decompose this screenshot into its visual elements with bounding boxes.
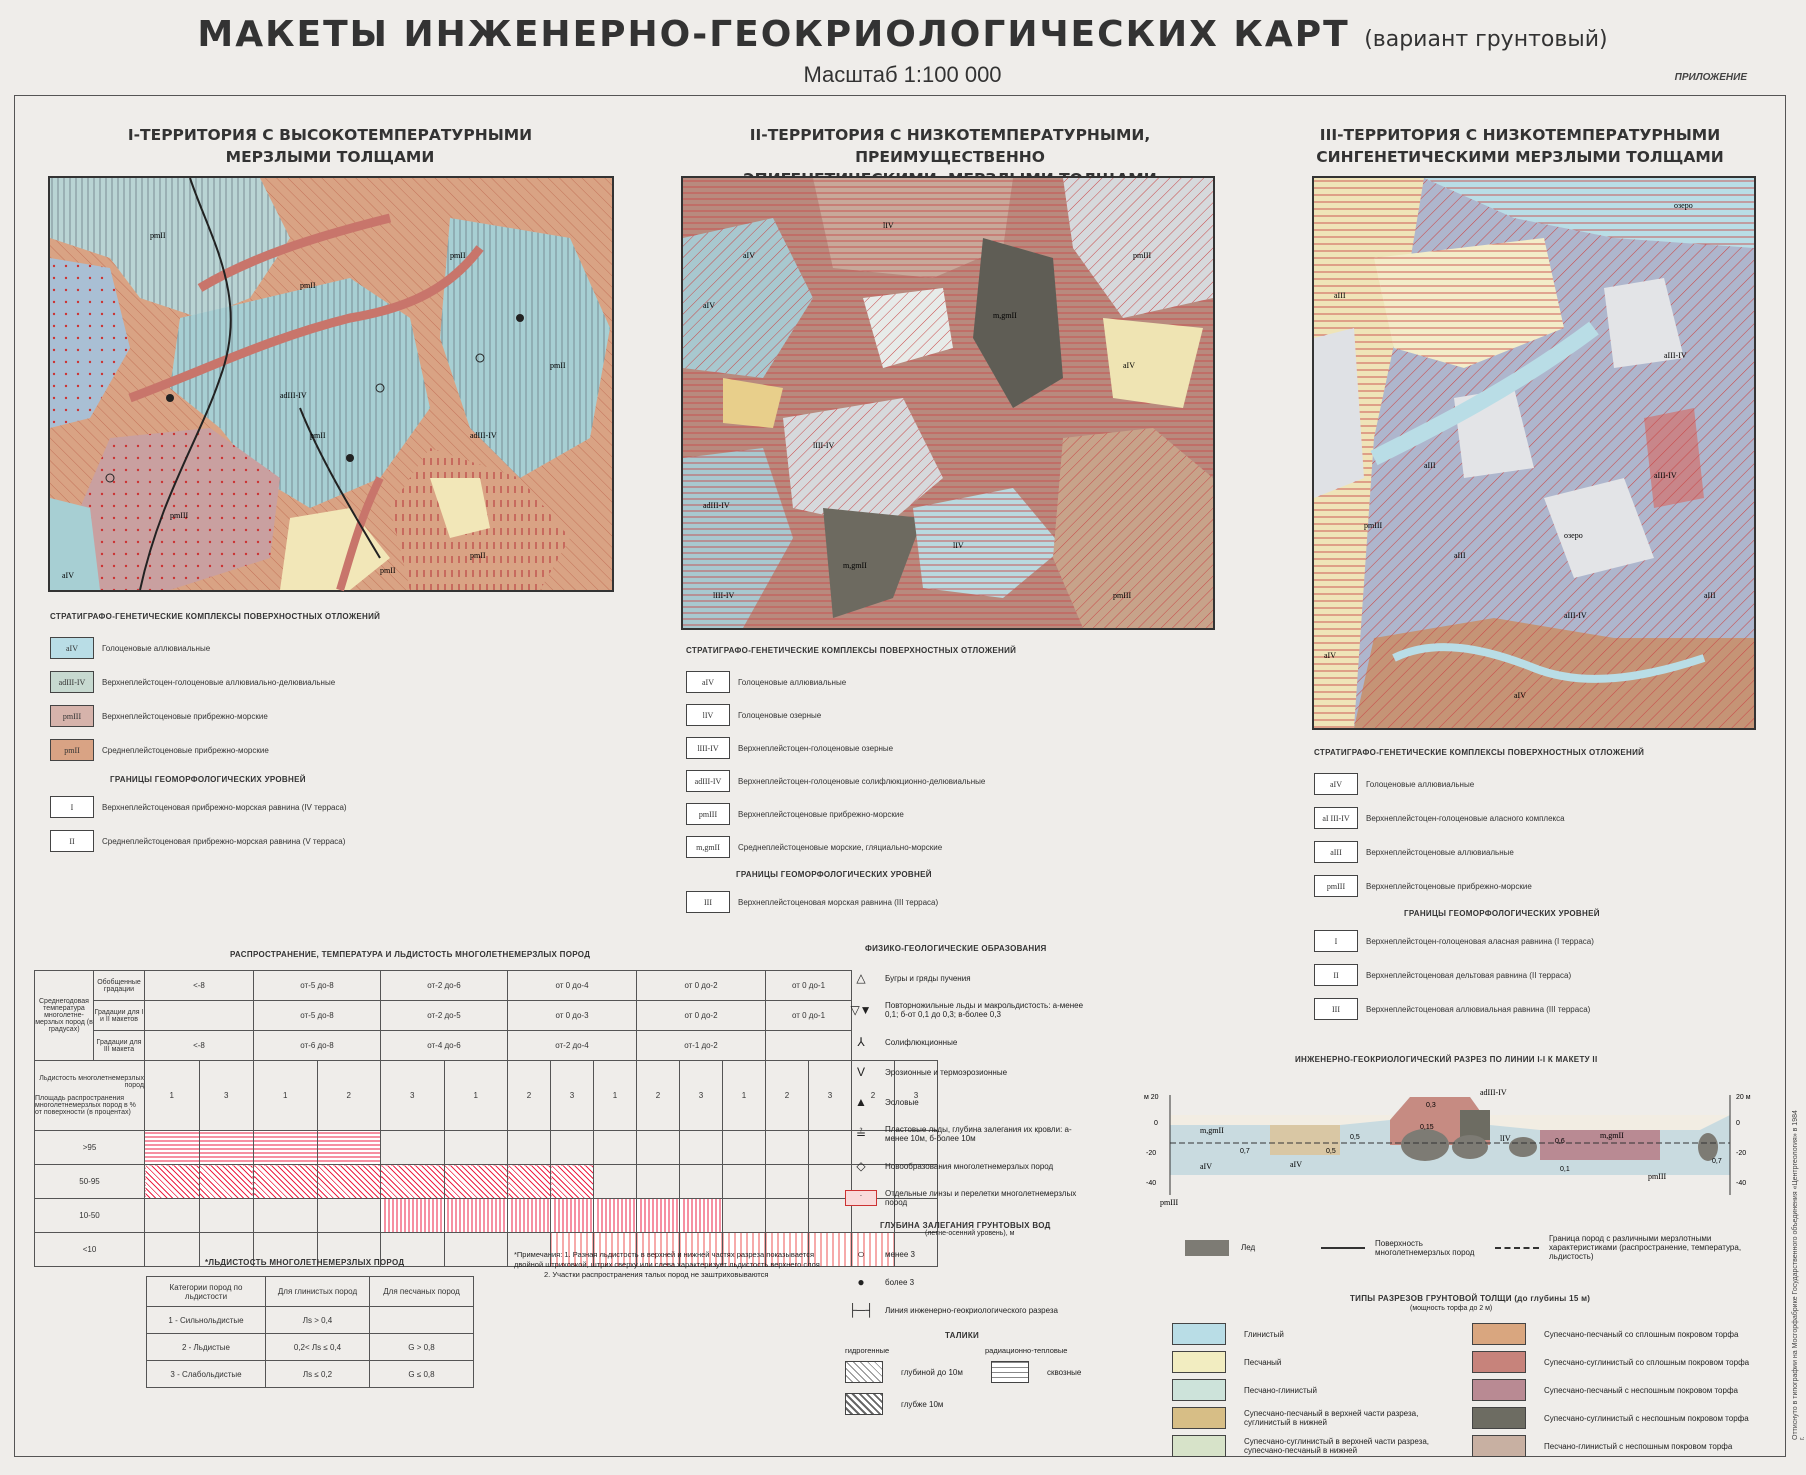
type-item: Супесчано-песчаный в верхней части разреза, суглинистый в нижней bbox=[1172, 1404, 1452, 1432]
dist-ice: 3 bbox=[680, 1061, 723, 1131]
map2-label: lIV bbox=[953, 541, 964, 550]
map3-label: aIII bbox=[1454, 551, 1466, 560]
ice-cell: 2 - Льдистые bbox=[147, 1334, 266, 1361]
dist-hatch-cell bbox=[551, 1199, 594, 1233]
dist-hatch-cell bbox=[680, 1131, 723, 1165]
legend-territory-3 bbox=[1314, 748, 1754, 1020]
dist-hatch-cell bbox=[594, 1131, 637, 1165]
dist-ice: 1 bbox=[594, 1061, 637, 1131]
type-item: Песчано-глинистый с неспошным покровом торфа bbox=[1472, 1432, 1772, 1460]
boundary-line-icon: II bbox=[50, 830, 94, 852]
section-value: 0,6 bbox=[1555, 1138, 1565, 1145]
dist-table-title: РАСПРОСТРАНЕНИЕ, ТЕМПЕРАТУРА И ЛЬДИСТОСТЬ МНОГОЛЕТНЕМЕРЗЛЫХ ПОРОД bbox=[230, 950, 591, 959]
legend2-item: lIV Голоценовые озерные bbox=[686, 704, 1116, 726]
legend2-swatch: lIII-IV bbox=[686, 737, 730, 759]
map1-label: pmII bbox=[550, 361, 566, 370]
dist-cell: от-4 до-6 bbox=[381, 1031, 508, 1061]
gw-item: ○ менее 3 bbox=[845, 1247, 1145, 1261]
legend-territory-1 bbox=[50, 612, 610, 852]
ice-table bbox=[146, 1276, 474, 1388]
map-territory-2[interactable] bbox=[681, 176, 1215, 630]
ice-table-title: *ЛЬДИСТОСТЬ МНОГОЛЕТНЕМЕРЗЛЫХ ПОРОД bbox=[205, 1258, 405, 1267]
ice-head: Категории пород по льдистости bbox=[147, 1277, 266, 1307]
legend3-swatch: pmIII bbox=[1314, 875, 1358, 897]
legend2-swatch: pmIII bbox=[686, 803, 730, 825]
legend2-item: aIV Голоценовые аллювиальные bbox=[686, 671, 1116, 693]
map1-label: pmII bbox=[380, 566, 396, 575]
legend2-item: lIII-IV Верхнеплейстоцен-голоценовые озерные bbox=[686, 737, 1116, 759]
aeolian-icon: ▲ bbox=[855, 1095, 867, 1109]
type-swatch bbox=[1472, 1323, 1526, 1345]
dist-hatch-cell bbox=[680, 1199, 723, 1233]
ice-cell: Лs ≤ 0,2 bbox=[266, 1361, 370, 1388]
type-item: Супесчано-суглинистый в верхней части разреза, супесчано-песчаный в нижней bbox=[1172, 1432, 1452, 1460]
legend3-bound: II Верхнеплейстоценовая дельтовая равнина (II терраса) bbox=[1314, 964, 1754, 986]
dist-table bbox=[34, 970, 938, 1267]
map2-label: adIII-IV bbox=[703, 501, 730, 510]
dist-hatch-cell bbox=[444, 1199, 508, 1233]
types-sub: (мощность торфа до 2 м) bbox=[1410, 1305, 1493, 1312]
dist-ice: 2 bbox=[508, 1061, 551, 1131]
section-1-title: I-ТЕРРИТОРИЯ С ВЫСОКОТЕМПЕРАТУРНЫМИ МЕРЗЛЫМИ ТОЛЩАМИ bbox=[127, 126, 533, 166]
section-value: 0,7 bbox=[1240, 1148, 1250, 1155]
dist-ice: 2 bbox=[317, 1061, 381, 1131]
dist-cell: от-2 до-5 bbox=[381, 1001, 508, 1031]
type-item: Супесчано-суглинистый со сплошным покровом торфа bbox=[1472, 1348, 1772, 1376]
type-swatch bbox=[1472, 1407, 1526, 1429]
dist-hatch-cell bbox=[145, 1233, 200, 1267]
section-value: 0,5 bbox=[1350, 1134, 1360, 1141]
legend1-item: aIV Голоценовые аллювиальные bbox=[50, 637, 610, 659]
section-2-title: II-ТЕРРИТОРИЯ С НИЗКОТЕМПЕРАТУРНЫМИ, ПРЕИМУЩЕСТВЕННО bbox=[749, 126, 1151, 166]
left-tick: -20 bbox=[1146, 1150, 1157, 1157]
phys-item: · Отдельные линзы и перелетки многолетнемерзлых пород bbox=[845, 1189, 1145, 1207]
type-swatch bbox=[1172, 1379, 1226, 1401]
map2-label: lIV bbox=[883, 221, 894, 230]
map3-label: aIV bbox=[1514, 691, 1526, 700]
dist-cell bbox=[145, 1001, 254, 1031]
legend-territory-2 bbox=[686, 646, 1116, 913]
section-label: m,gmII bbox=[1600, 1131, 1624, 1140]
section-value: 0,15 bbox=[1420, 1124, 1434, 1131]
dist-ice: 1 bbox=[723, 1061, 766, 1131]
boundary-dash-icon bbox=[1495, 1247, 1539, 1249]
ice-head: Для глинистых пород bbox=[266, 1277, 370, 1307]
phys-item: ◇ Новообразования многолетнемерзлых пород bbox=[845, 1159, 1145, 1173]
dist-ice: 1 bbox=[254, 1061, 318, 1131]
taliki-h1: гидрогенные bbox=[845, 1346, 890, 1355]
taliki-row: глубже 10м bbox=[845, 1393, 1145, 1415]
taliki-heading: ТАЛИКИ bbox=[945, 1331, 980, 1340]
dist-cell: <-8 bbox=[145, 1031, 254, 1061]
taliki-row: глубиной до 10м сквозные bbox=[845, 1361, 1145, 1383]
dist-ice-head: Льдистость многолетнемерзлых пород Площадь распространения многолетнемерзлых пород в % от поверхности (в процентах) bbox=[35, 1061, 145, 1131]
filled-circle-icon: ● bbox=[857, 1275, 865, 1289]
dist-ice: 3 bbox=[381, 1061, 445, 1131]
section-value: 0,5 bbox=[1326, 1148, 1336, 1155]
dist-cell: от-5 до-8 bbox=[254, 971, 381, 1001]
right-tick: 20 м bbox=[1736, 1094, 1751, 1101]
dist-hatch-cell bbox=[637, 1131, 680, 1165]
dist-hatch-cell bbox=[594, 1165, 637, 1199]
dist-hatch-cell bbox=[145, 1165, 200, 1199]
dist-hatch-cell bbox=[254, 1199, 318, 1233]
dist-hatch-cell bbox=[444, 1131, 508, 1165]
type-swatch bbox=[1172, 1435, 1226, 1457]
gw-item: ● более 3 bbox=[845, 1275, 1145, 1289]
types-heading: ТИПЫ РАЗРЕЗОВ ГРУНТОВОЙ ТОЛЩИ (до глубины 15 м) bbox=[1350, 1294, 1591, 1303]
dist-area: 10-50 bbox=[35, 1199, 145, 1233]
dist-hatch-cell bbox=[444, 1233, 508, 1267]
imprint-text: Оттиснуто в типографии на Мосгорфабрике Государственного объединения «Центргеология» в 1984 г. bbox=[1792, 1110, 1806, 1440]
dist-hatch-cell bbox=[254, 1131, 318, 1165]
dist-area: <10 bbox=[35, 1233, 145, 1267]
talik-through-icon bbox=[991, 1361, 1029, 1383]
dist-cell: от 0 до-3 bbox=[508, 1001, 637, 1031]
right-tick: 0 bbox=[1736, 1120, 1740, 1127]
dist-corner: Среднегодовая температура многолетне-мерзлых пород (в градусах) bbox=[35, 971, 94, 1061]
dist-cell: от-1 до-2 bbox=[637, 1031, 766, 1061]
section-label: m,gmII bbox=[1200, 1126, 1224, 1135]
type-swatch bbox=[1172, 1407, 1226, 1429]
map3-label: озеро bbox=[1674, 201, 1693, 210]
dist-hatch-cell bbox=[317, 1131, 381, 1165]
ice-notes: *Примечания: 1. Разная льдистость в верхней и нижней частях разреза показывается двойной штриховкой, штрих сверху или слева характеризует льдистость верхнего слоя 2. Участки распространения талых пород не заштриховываются bbox=[514, 1250, 820, 1279]
map3-label: aIII-IV bbox=[1664, 351, 1687, 360]
section-line-item: ├─┤ Линия инженерно-геокриологического разреза bbox=[845, 1303, 1145, 1317]
map3-label: pmIII bbox=[1364, 521, 1383, 530]
phys-item: V Эрозионные и термоэрозионные bbox=[845, 1065, 1145, 1079]
legend1-swatch: adIII-IV bbox=[50, 671, 94, 693]
open-circle-icon: ○ bbox=[857, 1247, 865, 1261]
dist-cell: от 0 до-2 bbox=[637, 971, 766, 1001]
phys-heading: ФИЗИКО-ГЕОЛОГИЧЕСКИЕ ОБРАЗОВАНИЯ bbox=[865, 944, 1047, 953]
dist-hatch-cell bbox=[594, 1199, 637, 1233]
dist-hatch-cell bbox=[317, 1199, 381, 1233]
map1-label: adIII-IV bbox=[470, 431, 497, 440]
right-tick: -40 bbox=[1736, 1180, 1747, 1187]
dist-hatch-cell bbox=[254, 1165, 318, 1199]
dist-rowhead: Градации для III макета bbox=[94, 1031, 145, 1061]
left-tick: м 20 bbox=[1144, 1094, 1159, 1101]
dist-cell: от 0 до-2 bbox=[637, 1001, 766, 1031]
legend2-item: m,gmII Среднеплейстоценовые морские, гляциально-морские bbox=[686, 836, 1116, 858]
section-label: aIV bbox=[1290, 1160, 1302, 1169]
dist-cell bbox=[766, 1031, 852, 1061]
legend2-swatch: aIV bbox=[686, 671, 730, 693]
dist-hatch-cell bbox=[723, 1131, 766, 1165]
dist-area: 50-95 bbox=[35, 1165, 145, 1199]
type-item: Супесчано-песчаный с неспошным покровом торфа bbox=[1472, 1376, 1772, 1404]
types-left bbox=[1172, 1320, 1452, 1460]
phys-item: ▽▼ Повторножильные льды и макрольдистость: а-менее 0,1; б-от 0,1 до 0,3; в-более 0,3 bbox=[845, 1001, 1145, 1019]
dist-ice: 3 bbox=[809, 1061, 852, 1131]
legend3-item: aI III-IV Верхнеплейстоцен-голоценовые аласного комплекса bbox=[1314, 807, 1754, 829]
legend1-item: pmII Среднеплейстоценовые прибрежно-морские bbox=[50, 739, 610, 761]
scale-label: Масштаб 1:100 000 bbox=[803, 62, 1002, 87]
boundary-line-icon: III bbox=[1314, 998, 1358, 1020]
ice-cell: Лs > 0,4 bbox=[266, 1307, 370, 1334]
ice-wedge-icon: ▽▼ bbox=[850, 1003, 872, 1017]
legend3-item: aIII Верхнеплейстоценовые аллювиальные bbox=[1314, 841, 1754, 863]
taliki-h2: радиационно-тепловые bbox=[985, 1346, 1068, 1355]
phys-item: ≟ Пластовые льды, глубина залегания их кровли: а-менее 10м, б-более 10м bbox=[845, 1125, 1145, 1143]
map3-label: aIII bbox=[1704, 591, 1716, 600]
section-label: pmIII bbox=[1160, 1198, 1179, 1207]
frost-mound-icon: △ bbox=[856, 971, 866, 985]
section-heading: ИНЖЕНЕРНО-ГЕОКРИОЛОГИЧЕСКИЙ РАЗРЕЗ ПО ЛИНИИ I-I К МАКЕТУ II bbox=[1295, 1055, 1598, 1064]
boundary-line-icon: III bbox=[686, 891, 730, 913]
legend3-bound-heading: ГРАНИЦЫ ГЕОМОРФОЛОГИЧЕСКИХ УРОВНЕЙ bbox=[1404, 909, 1600, 918]
dist-hatch-cell bbox=[723, 1199, 766, 1233]
left-tick: -40 bbox=[1146, 1180, 1157, 1187]
dist-hatch-cell bbox=[766, 1199, 809, 1233]
section-line-icon: ├─┤ bbox=[848, 1303, 874, 1317]
dist-rowhead: Градации для I и II макетов bbox=[94, 1001, 145, 1031]
dist-ice: 3 bbox=[551, 1061, 594, 1131]
map2-label: aIV bbox=[703, 301, 715, 310]
legend2-swatch: adIII-IV bbox=[686, 770, 730, 792]
map-territory-1[interactable] bbox=[48, 176, 614, 592]
dist-hatch-cell bbox=[766, 1131, 809, 1165]
erosion-icon: V bbox=[856, 1065, 865, 1079]
legend2-item: adIII-IV Верхнеплейстоцен-голоценовые солифлюкционно-делювиальные bbox=[686, 770, 1116, 792]
section-legend: Лед Поверхность многолетнемерзлых пород Граница пород с различными мерзлотными характеристиками (распространение, температура, льдистость) bbox=[1185, 1234, 1765, 1261]
type-swatch bbox=[1472, 1351, 1526, 1373]
legend2-item: pmIII Верхнеплейстоценовые прибрежно-морские bbox=[686, 803, 1116, 825]
section-value: 0,3 bbox=[1426, 1102, 1436, 1109]
dist-hatch-cell bbox=[381, 1199, 445, 1233]
map3-label: aIII bbox=[1424, 461, 1436, 470]
dist-ice: 1 bbox=[145, 1061, 200, 1131]
dist-hatch-cell bbox=[317, 1165, 381, 1199]
legend1-bound: I Верхнеплейстоценовая прибрежно-морская равнина (IV терраса) bbox=[50, 796, 610, 818]
dist-hatch-cell bbox=[551, 1165, 594, 1199]
dist-hatch-cell bbox=[145, 1131, 200, 1165]
dist-hatch-cell bbox=[508, 1199, 551, 1233]
dist-hatch-cell bbox=[381, 1131, 445, 1165]
map3-label: aIII-IV bbox=[1564, 611, 1587, 620]
gw-sub: (летне-осенний уровень), м bbox=[925, 1230, 1015, 1237]
cross-section bbox=[1140, 1085, 1760, 1225]
dist-hatch-cell bbox=[508, 1165, 551, 1199]
legend3-swatch: aIV bbox=[1314, 773, 1358, 795]
boundary-line-icon: II bbox=[1314, 964, 1358, 986]
map3-label: aIII bbox=[1334, 291, 1346, 300]
map1-label: adIII-IV bbox=[280, 391, 307, 400]
dist-hatch-cell bbox=[637, 1199, 680, 1233]
gw-heading: ГЛУБИНА ЗАЛЕГАНИЯ ГРУНТОВЫХ ВОД bbox=[880, 1221, 1051, 1230]
legend3-swatch: aIII bbox=[1314, 841, 1358, 863]
dist-hatch-cell bbox=[637, 1165, 680, 1199]
phys-item: △ Бугры и гряды пучения bbox=[845, 971, 1145, 985]
legend2-swatch: lIV bbox=[686, 704, 730, 726]
legend1-bound: II Среднеплейстоценовая прибрежно-морская равнина (V терраса) bbox=[50, 830, 610, 852]
legend1-swatch: aIV bbox=[50, 637, 94, 659]
map2-label: m,gmII bbox=[993, 311, 1017, 320]
ice-icon bbox=[1185, 1240, 1229, 1256]
dist-cell: от 0 до-1 bbox=[766, 971, 852, 1001]
lens-icon: · bbox=[845, 1190, 877, 1206]
legend2-heading: СТРАТИГРАФО-ГЕНЕТИЧЕСКИЕ КОМПЛЕКСЫ ПОВЕРХНОСТНЫХ ОТЛОЖЕНИЙ bbox=[686, 646, 1017, 655]
section-label: aIV bbox=[1200, 1162, 1212, 1171]
section-value: 0,1 bbox=[1560, 1166, 1570, 1173]
dist-ice: 1 bbox=[444, 1061, 508, 1131]
dist-hatch-cell bbox=[199, 1165, 254, 1199]
legend3-heading: СТРАТИГРАФО-ГЕНЕТИЧЕСКИЕ КОМПЛЕКСЫ ПОВЕРХНОСТНЫХ ОТЛОЖЕНИЙ bbox=[1314, 748, 1645, 757]
dist-cell: от-6 до-8 bbox=[254, 1031, 381, 1061]
legend1-item: pmIII Верхнеплейстоценовые прибрежно-морские bbox=[50, 705, 610, 727]
map-territory-3[interactable] bbox=[1312, 176, 1756, 730]
dist-cell: <-8 bbox=[145, 971, 254, 1001]
legend2-bound: III Верхнеплейстоценовая морская равнина (III терраса) bbox=[686, 891, 1116, 913]
dist-hatch-cell bbox=[680, 1165, 723, 1199]
section-3-title: III-ТЕРРИТОРИЯ С НИЗКОТЕМПЕРАТУРНЫМИ СИНГЕНЕТИЧЕСКИМИ МЕРЗЛЫМИ ТОЛЩАМИ bbox=[1316, 126, 1724, 166]
type-swatch bbox=[1172, 1323, 1226, 1345]
ice-cell: G > 0,8 bbox=[370, 1334, 474, 1361]
diamond-icon: ◇ bbox=[856, 1159, 866, 1173]
dist-cell: от 0 до-1 bbox=[766, 1001, 852, 1031]
appendix-label: ПРИЛОЖЕНИЕ bbox=[1674, 72, 1747, 83]
map1-label: aIV bbox=[62, 571, 74, 580]
type-swatch bbox=[1172, 1351, 1226, 1373]
phys-legend bbox=[845, 944, 1145, 1415]
map2-label: pmIII bbox=[1113, 591, 1132, 600]
ice-cell: 1 - Сильнольдистые bbox=[147, 1307, 266, 1334]
type-item: Супесчано-песчаный со сплошным покровом торфа bbox=[1472, 1320, 1772, 1348]
type-item: Глинистый bbox=[1172, 1320, 1452, 1348]
dist-hatch-cell bbox=[444, 1165, 508, 1199]
map2-label: aIV bbox=[743, 251, 755, 260]
map1-label: pmIII bbox=[170, 511, 189, 520]
map2-label: lIII-IV bbox=[813, 441, 835, 450]
dist-hatch-cell bbox=[381, 1165, 445, 1199]
permafrost-surface-icon bbox=[1321, 1247, 1365, 1249]
types-right bbox=[1472, 1320, 1772, 1460]
dist-cell: от-2 до-4 bbox=[508, 1031, 637, 1061]
dist-rowhead: Обобщенные градации bbox=[94, 971, 145, 1001]
legend2-bound-heading: ГРАНИЦЫ ГЕОМОРФОЛОГИЧЕСКИХ УРОВНЕЙ bbox=[736, 870, 932, 879]
dist-ice: 3 bbox=[895, 1061, 938, 1131]
dist-hatch-cell bbox=[723, 1165, 766, 1199]
map3-label: aIV bbox=[1324, 651, 1336, 660]
dist-hatch-cell bbox=[199, 1131, 254, 1165]
dist-ice: 2 bbox=[852, 1061, 895, 1131]
map3-label: озеро bbox=[1564, 531, 1583, 540]
legend3-swatch: aI III-IV bbox=[1314, 807, 1358, 829]
dist-cell: от-2 до-6 bbox=[381, 971, 508, 1001]
legend1-bound-heading: ГРАНИЦЫ ГЕОМОРФОЛОГИЧЕСКИХ УРОВНЕЙ bbox=[110, 775, 306, 784]
map1-label: pmII bbox=[150, 231, 166, 240]
ice-cell: 0,2< Лs ≤ 0,4 bbox=[266, 1334, 370, 1361]
ice-cell: 3 - Слабольдистые bbox=[147, 1361, 266, 1388]
left-tick: 0 bbox=[1154, 1120, 1158, 1127]
type-item: Супесчано-суглинистый с неспошным покровом торфа bbox=[1472, 1404, 1772, 1432]
map1-label: pmII bbox=[310, 431, 326, 440]
section-label: pmIII bbox=[1648, 1172, 1667, 1181]
solifluction-icon: ⅄ bbox=[857, 1035, 865, 1049]
legend3-bound: I Верхнеплейстоцен-голоценовая аласная равнина (I терраса) bbox=[1314, 930, 1754, 952]
phys-item: ⅄ Солифлюкционные bbox=[845, 1035, 1145, 1049]
ice-cell: G ≤ 0,8 bbox=[370, 1361, 474, 1388]
legend2-swatch: m,gmII bbox=[686, 836, 730, 858]
legend1-item: adIII-IV Верхнеплейстоцен-голоценовые аллювиально-делювиальные bbox=[50, 671, 610, 693]
boundary-line-icon: I bbox=[1314, 930, 1358, 952]
boundary-line-icon: I bbox=[50, 796, 94, 818]
ice-cell bbox=[370, 1307, 474, 1334]
map1-label: pmII bbox=[300, 281, 316, 290]
talik-deep-icon bbox=[845, 1393, 883, 1415]
map2-label: aIV bbox=[1123, 361, 1135, 370]
dist-hatch-cell bbox=[199, 1199, 254, 1233]
legend1-swatch: pmII bbox=[50, 739, 94, 761]
ground-ice-icon: ≟ bbox=[855, 1127, 867, 1141]
page-title: МАКЕТЫ ИНЖЕНЕРНО-ГЕОКРИОЛОГИЧЕСКИХ КАРТ (вариант грунтовый) bbox=[197, 14, 1608, 55]
map2-label: pmIII bbox=[1133, 251, 1152, 260]
ice-head: Для песчаных пород bbox=[370, 1277, 474, 1307]
legend3-item: aIV Голоценовые аллювиальные bbox=[1314, 773, 1754, 795]
legend1-swatch: pmIII bbox=[50, 705, 94, 727]
section-label: lIV bbox=[1500, 1134, 1511, 1143]
dist-area: >95 bbox=[35, 1131, 145, 1165]
talik-shallow-icon bbox=[845, 1361, 883, 1383]
map1-label: pmII bbox=[450, 251, 466, 260]
dist-hatch-cell bbox=[766, 1165, 809, 1199]
map2-label: m,gmII bbox=[843, 561, 867, 570]
map3-label: aIII-IV bbox=[1654, 471, 1677, 480]
dist-ice: 2 bbox=[766, 1061, 809, 1131]
type-swatch bbox=[1472, 1379, 1526, 1401]
dist-cell: от 0 до-4 bbox=[508, 971, 637, 1001]
legend3-item: pmIII Верхнеплейстоценовые прибрежно-морские bbox=[1314, 875, 1754, 897]
dist-hatch-cell bbox=[551, 1131, 594, 1165]
dist-cell: от-5 до-8 bbox=[254, 1001, 381, 1031]
type-swatch bbox=[1472, 1435, 1526, 1457]
legend3-bound: III Верхнеплейстоценовая аллювиальная равнина (III терраса) bbox=[1314, 998, 1754, 1020]
right-tick: -20 bbox=[1736, 1150, 1747, 1157]
phys-item: ▲ Эоловые bbox=[845, 1095, 1145, 1109]
legend1-heading: СТРАТИГРАФО-ГЕНЕТИЧЕСКИЕ КОМПЛЕКСЫ ПОВЕРХНОСТНЫХ ОТЛОЖЕНИЙ bbox=[50, 612, 381, 621]
map1-label: pmII bbox=[470, 551, 486, 560]
section-value: 0,7 bbox=[1712, 1158, 1722, 1165]
section-label: adIII-IV bbox=[1480, 1088, 1507, 1097]
dist-hatch-cell bbox=[145, 1199, 200, 1233]
dist-ice: 3 bbox=[199, 1061, 254, 1131]
dist-hatch-cell bbox=[508, 1131, 551, 1165]
map2-label: lIII-IV bbox=[713, 591, 735, 600]
dist-ice: 2 bbox=[637, 1061, 680, 1131]
type-item: Песчаный bbox=[1172, 1348, 1452, 1376]
type-item: Песчано-глинистый bbox=[1172, 1376, 1452, 1404]
